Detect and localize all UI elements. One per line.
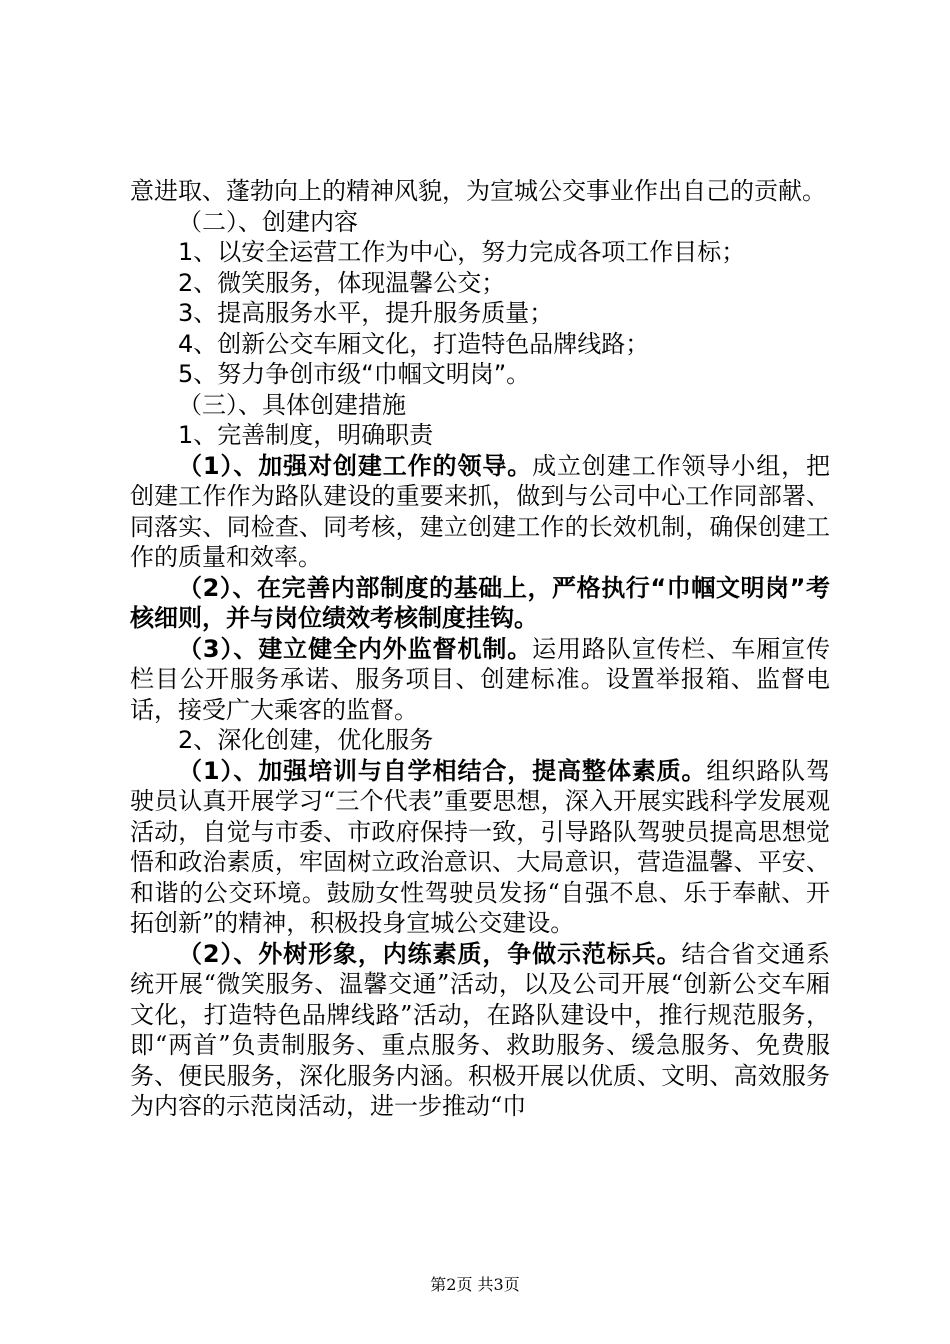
paragraph-text: 运用路队宣传栏、车厢宣传栏目公开服务承诺、服务项目、创建标准。设置举报箱、监督电话，接受广大乘客的监督。 — [130, 634, 830, 724]
subsection1-heading: 1、完善制度，明确职责 — [178, 421, 434, 449]
section2-item-4: 4、创新公交车厢文化，打造特色品牌线路； — [178, 329, 650, 358]
paragraph-lead: （2）、在完善内部制度的基础上，严格执行“巾帼文明岗”考核细则，并与岗位绩效考核制度挂钩。 — [130, 573, 830, 632]
paragraph-lead: （1）、加强对创建工作的领导。 — [178, 451, 533, 480]
subsection1-paragraph-1 — [130, 451, 830, 573]
section2-item-1: 1、以安全运营工作为中心，努力完成各项工作目标； — [178, 238, 746, 266]
intro-paragraph: 意进取、蓬勃向上的精神风貌，为宣城公交事业作出自己的贡献。 — [130, 177, 826, 205]
section3-heading: （三）、具体创建措施 — [178, 390, 406, 419]
document-body — [130, 176, 830, 1122]
section2-heading: （二）、创建内容 — [178, 207, 358, 236]
subsection2-paragraph-1 — [130, 756, 830, 939]
subsection2-paragraph-2 — [130, 939, 830, 1122]
section2-item-5: 5、努力争创市级“巾帼文明岗”。 — [178, 360, 531, 388]
paragraph-lead: （1）、加强培训与自学相结合，提高整体素质。 — [178, 756, 707, 785]
subsection1-paragraph-3 — [130, 634, 830, 726]
paragraph-lead: （3）、建立健全内外监督机制。 — [178, 634, 533, 663]
section2-item-3: 3、提高服务水平，提升服务质量； — [178, 299, 554, 327]
subsection2-heading: 2、深化创建，优化服务 — [178, 726, 434, 754]
paragraph-text: 成立创建工作领导小组，把创建工作作为路队建设的重要来抓，做到与公司中心工作同部署、同落实、同检查、同考核，建立创建工作的长效机制，确保创建工作的质量和效率。 — [130, 451, 830, 571]
subsection1-paragraph-2 — [130, 573, 830, 634]
paragraph-lead: （2）、外树形象，内练素质，争做示范标兵。 — [178, 939, 682, 968]
paragraph-text: 组织路队驾驶员认真开展学习“三个代表”重要思想，深入开展实践科学发展观活动，自觉与市委、市政府保持一致，引导路队驾驶员提高思想觉悟和政治素质，牢固树立政治意识、大局意识，营造温馨、平安、和谐的公交环境。鼓励女性驾驶员发扬“自强不息、乐于奉献、开拓创新”的精神，积极投身宣城公交建设。 — [130, 756, 831, 937]
paragraph-text: 结合省交通系统开展“微笑服务、温馨交通”活动，以及公司开展“创新公交车厢文化，打造特色品牌线路”活动，在路队建设中，推行规范服务，即“两首”负责制服务、重点服务、救助服务、缓急服务、免费服务、便民服务，深化服务内涵。积极开展以优质、文明、高效服务为内容的示范岗活动，进一步推动“巾 — [130, 939, 830, 1120]
section2-item-2: 2、微笑服务，体现温馨公交； — [178, 268, 506, 297]
page-footer: 第2页 共3页 — [430, 1275, 520, 1294]
